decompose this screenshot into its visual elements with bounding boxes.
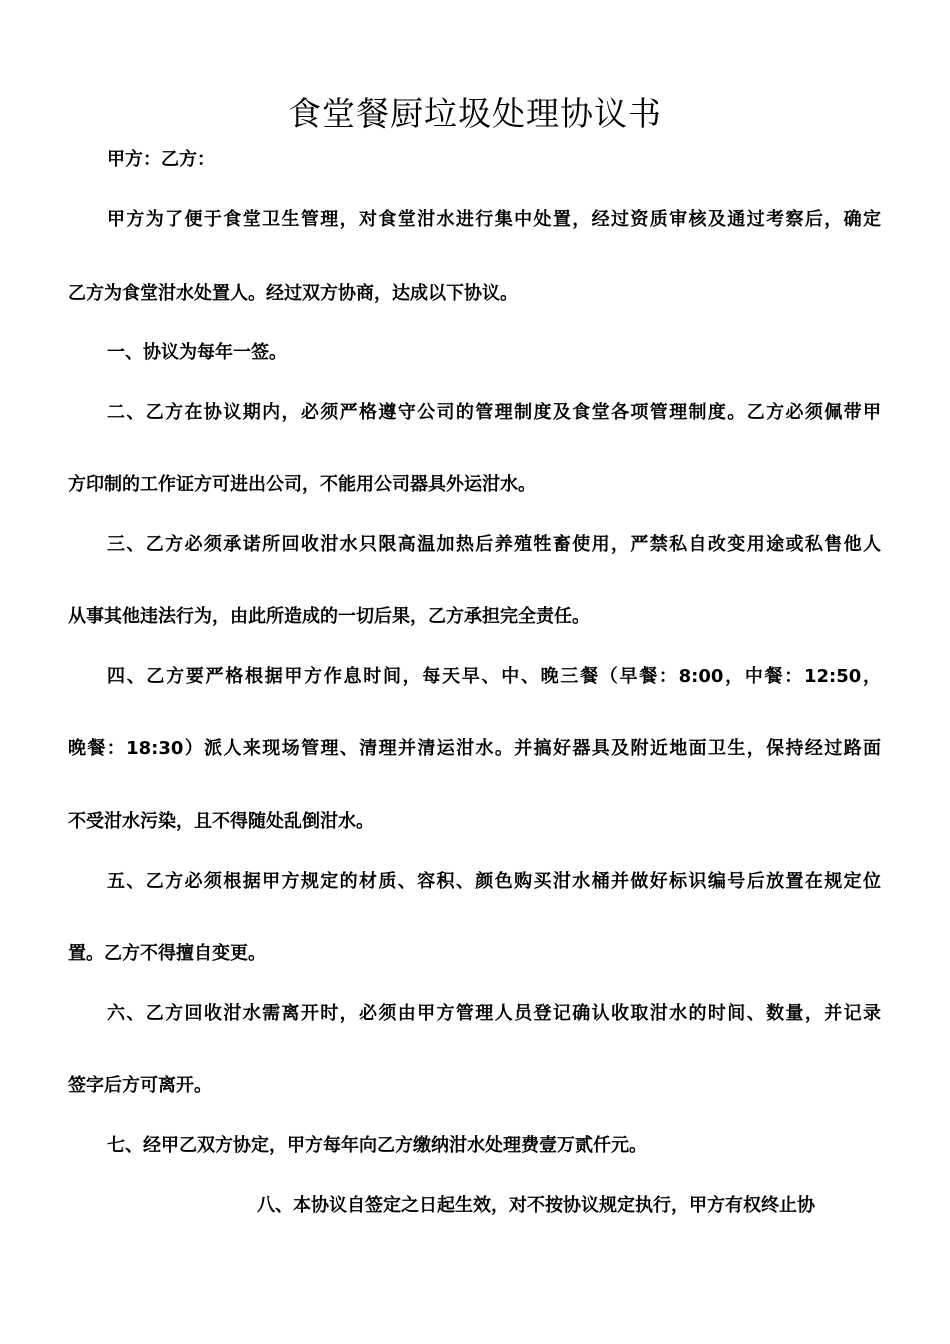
clause-8-line-1: 八、本协议自签定之日起生效，对不按协议规定执行，甲方有权终止协	[257, 1195, 815, 1216]
clause-2-line-1: 二、乙方在协议期内，必须严格遵守公司的管理制度及食堂各项管理制度。乙方必须佩带甲	[107, 402, 881, 423]
parties-line: 甲方：乙方：	[107, 149, 215, 170]
clause-4-line-2: 晚餐：18:30）派人来现场管理、清理并清运泔水。并搞好器具及附近地面卫生，保持经过路面	[68, 738, 881, 759]
preamble-line-1: 甲方为了便于食堂卫生管理，对食堂泔水进行集中处置，经过资质审核及通过考察后，确定	[107, 209, 881, 230]
clause-2-line-2: 方印制的工作证方可进出公司，不能用公司器具外运泔水。	[68, 474, 536, 495]
clause-4-line-1: 四、乙方要严格根据甲方作息时间，每天早、中、晚三餐（早餐：8:00，中餐：12:50，	[107, 666, 881, 687]
clause-5-line-1: 五、乙方必须根据甲方规定的材质、容积、颜色购买泔水桶并做好标识编号后放置在规定位	[107, 871, 881, 892]
clause-7: 七、经甲乙双方协定，甲方每年向乙方缴纳泔水处理费壹万贰仟元。	[107, 1135, 647, 1156]
clause-5-line-2: 置。乙方不得擅自变更。	[68, 943, 266, 964]
clause-6-line-2: 签字后方可离开。	[68, 1075, 212, 1096]
clause-3-line-1: 三、乙方必须承诺所回收泔水只限高温加热后养殖牲畜使用，严禁私自改变用途或私售他人	[107, 534, 881, 555]
clause-1: 一、协议为每年一签。	[107, 342, 287, 363]
clause-6-line-1: 六、乙方回收泔水需离开时，必须由甲方管理人员登记确认收取泔水的时间、数量，并记录	[107, 1003, 881, 1024]
clause-4-line-3: 不受泔水污染，且不得随处乱倒泔水。	[68, 811, 374, 832]
clause-3-line-2: 从事其他违法行为，由此所造成的一切后果，乙方承担完全责任。	[68, 606, 590, 627]
preamble-line-2: 乙方为食堂泔水处置人。经过双方协商，达成以下协议。	[68, 283, 518, 304]
document-title: 食堂餐厨垃圾处理协议书	[288, 94, 662, 133]
